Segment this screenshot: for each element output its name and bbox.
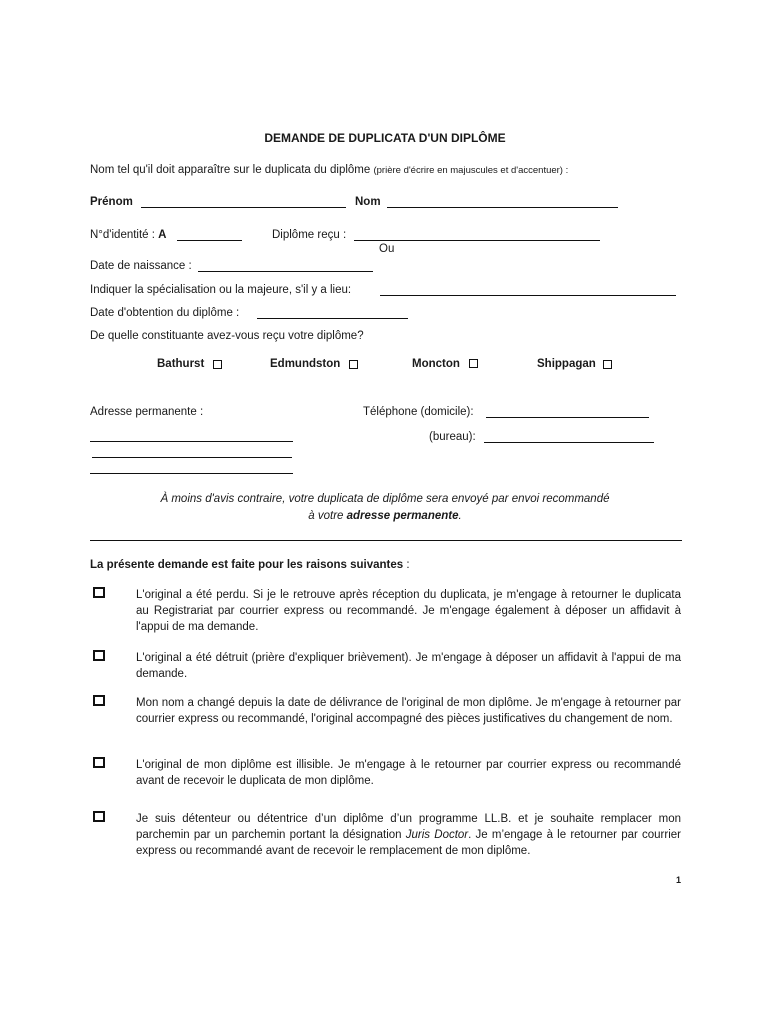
reason-llb-checkbox[interactable] bbox=[93, 811, 105, 822]
reason-lost-text: L'original a été perdu. Si je le retrouve après réception du duplicata, je m'engage à retourner le duplicata au Registrariat par courrier express ou recommandé. Je m'engage également à déposer un affidavit à l'appui de ma demande. bbox=[136, 589, 681, 633]
reason-llb-text bbox=[136, 811, 681, 859]
reason-illegible-text: L'original de mon diplôme est illisible. Je m'engage à le retourner par courrier express ou recommandé avant de recevoir le duplicata de mon diplôme. bbox=[136, 759, 681, 787]
naissance-field[interactable] bbox=[198, 271, 373, 272]
phone-home-field[interactable] bbox=[486, 417, 649, 418]
reason-destroyed-text: L'original a été détruit (prière d'expliquer brièvement). Je m'engage à déposer un affidavit à l'appui de ma demande. bbox=[136, 652, 681, 680]
phone-home-label: Téléphone (domicile): bbox=[363, 406, 474, 418]
reason-destroyed-checkbox[interactable] bbox=[93, 650, 105, 661]
reasons-heading-colon: : bbox=[403, 559, 410, 571]
reasons-heading-text: La présente demande est faite pour les raisons suivantes bbox=[90, 559, 404, 571]
id-prefix: A bbox=[158, 229, 167, 241]
id-row bbox=[90, 228, 166, 243]
notice-prefix: à votre bbox=[308, 510, 347, 522]
campus-edmundston-label: Edmundston bbox=[270, 358, 341, 370]
campus-bathurst-label: Bathurst bbox=[157, 358, 205, 370]
page-number: 1 bbox=[676, 875, 682, 885]
phone-office-field[interactable] bbox=[484, 442, 654, 443]
specialisation-field[interactable] bbox=[380, 295, 676, 296]
address-line-2[interactable] bbox=[92, 457, 292, 458]
obtention-label: Date d'obtention du diplôme : bbox=[90, 307, 240, 319]
id-field[interactable] bbox=[177, 240, 242, 241]
phone-office-label: (bureau): bbox=[429, 431, 476, 443]
section-divider bbox=[90, 540, 682, 541]
intro-main: Nom tel qu'il doit apparaître sur le duplicata du diplôme bbox=[90, 164, 371, 176]
obtention-field[interactable] bbox=[257, 318, 408, 319]
reason-name-change-checkbox[interactable] bbox=[93, 695, 105, 706]
diplome-label: Diplôme reçu : bbox=[272, 229, 347, 241]
prenom-label: Prénom bbox=[90, 196, 133, 208]
notice-line-2 bbox=[0, 509, 770, 524]
specialisation-label: Indiquer la spécialisation ou la majeure, s'il y a lieu: bbox=[90, 284, 352, 296]
diplome-field[interactable] bbox=[354, 240, 600, 241]
reasons-heading bbox=[90, 558, 410, 573]
reason-llb-italic: Juris Doctor bbox=[405, 829, 469, 841]
notice-line-1: À moins d'avis contraire, votre duplicata de diplôme sera envoyé par envoi recommandé bbox=[160, 493, 610, 505]
campus-moncton-checkbox[interactable] bbox=[469, 359, 478, 368]
prenom-field[interactable] bbox=[141, 207, 346, 208]
notice-bold: adresse permanente bbox=[346, 510, 459, 522]
address-label: Adresse permanente : bbox=[90, 406, 204, 418]
reason-lost-checkbox[interactable] bbox=[93, 587, 105, 598]
ou-label: Ou bbox=[379, 243, 395, 255]
page-title: DEMANDE DE DUPLICATA D'UN DIPLÔME bbox=[264, 131, 506, 145]
address-line-1[interactable] bbox=[90, 441, 293, 442]
nom-field[interactable] bbox=[387, 207, 618, 208]
campus-edmundston-checkbox[interactable] bbox=[349, 360, 358, 369]
address-line-3[interactable] bbox=[90, 473, 293, 474]
campus-shippagan-label: Shippagan bbox=[537, 358, 596, 370]
campus-moncton-label: Moncton bbox=[412, 358, 460, 370]
campus-bathurst-checkbox[interactable] bbox=[213, 360, 222, 369]
id-label: N°d'identité : bbox=[90, 229, 155, 241]
campus-shippagan-checkbox[interactable] bbox=[603, 360, 612, 369]
reason-illegible-checkbox[interactable] bbox=[93, 757, 105, 768]
nom-label: Nom bbox=[355, 196, 381, 208]
notice-suffix: . bbox=[458, 510, 462, 522]
reason-llb-part-b: . Je m’engage à le retourner par courrier express ou recommandé avant de recevoir le remplacement de mon diplôme. bbox=[136, 829, 681, 857]
reason-name-change-text: Mon nom a changé depuis la date de délivrance de l'original de mon diplôme. Je m'engage à retourner par courrier express ou recommandé, l'original accompagné des pièces justificatives du changement de nom. bbox=[136, 697, 681, 725]
reason-llb-part-a: Je suis détenteur ou détentrice d’un diplôme d’un programme LL.B. et je souhaite remplacer mon parchemin par un parchemin portant la désignation bbox=[136, 813, 681, 841]
naissance-label: Date de naissance : bbox=[90, 260, 192, 272]
constituante-question: De quelle constituante avez-vous reçu votre diplôme? bbox=[90, 330, 364, 342]
intro-note: (prière d'écrire en majuscules et d'accentuer) : bbox=[373, 165, 569, 176]
intro-text bbox=[90, 163, 568, 178]
